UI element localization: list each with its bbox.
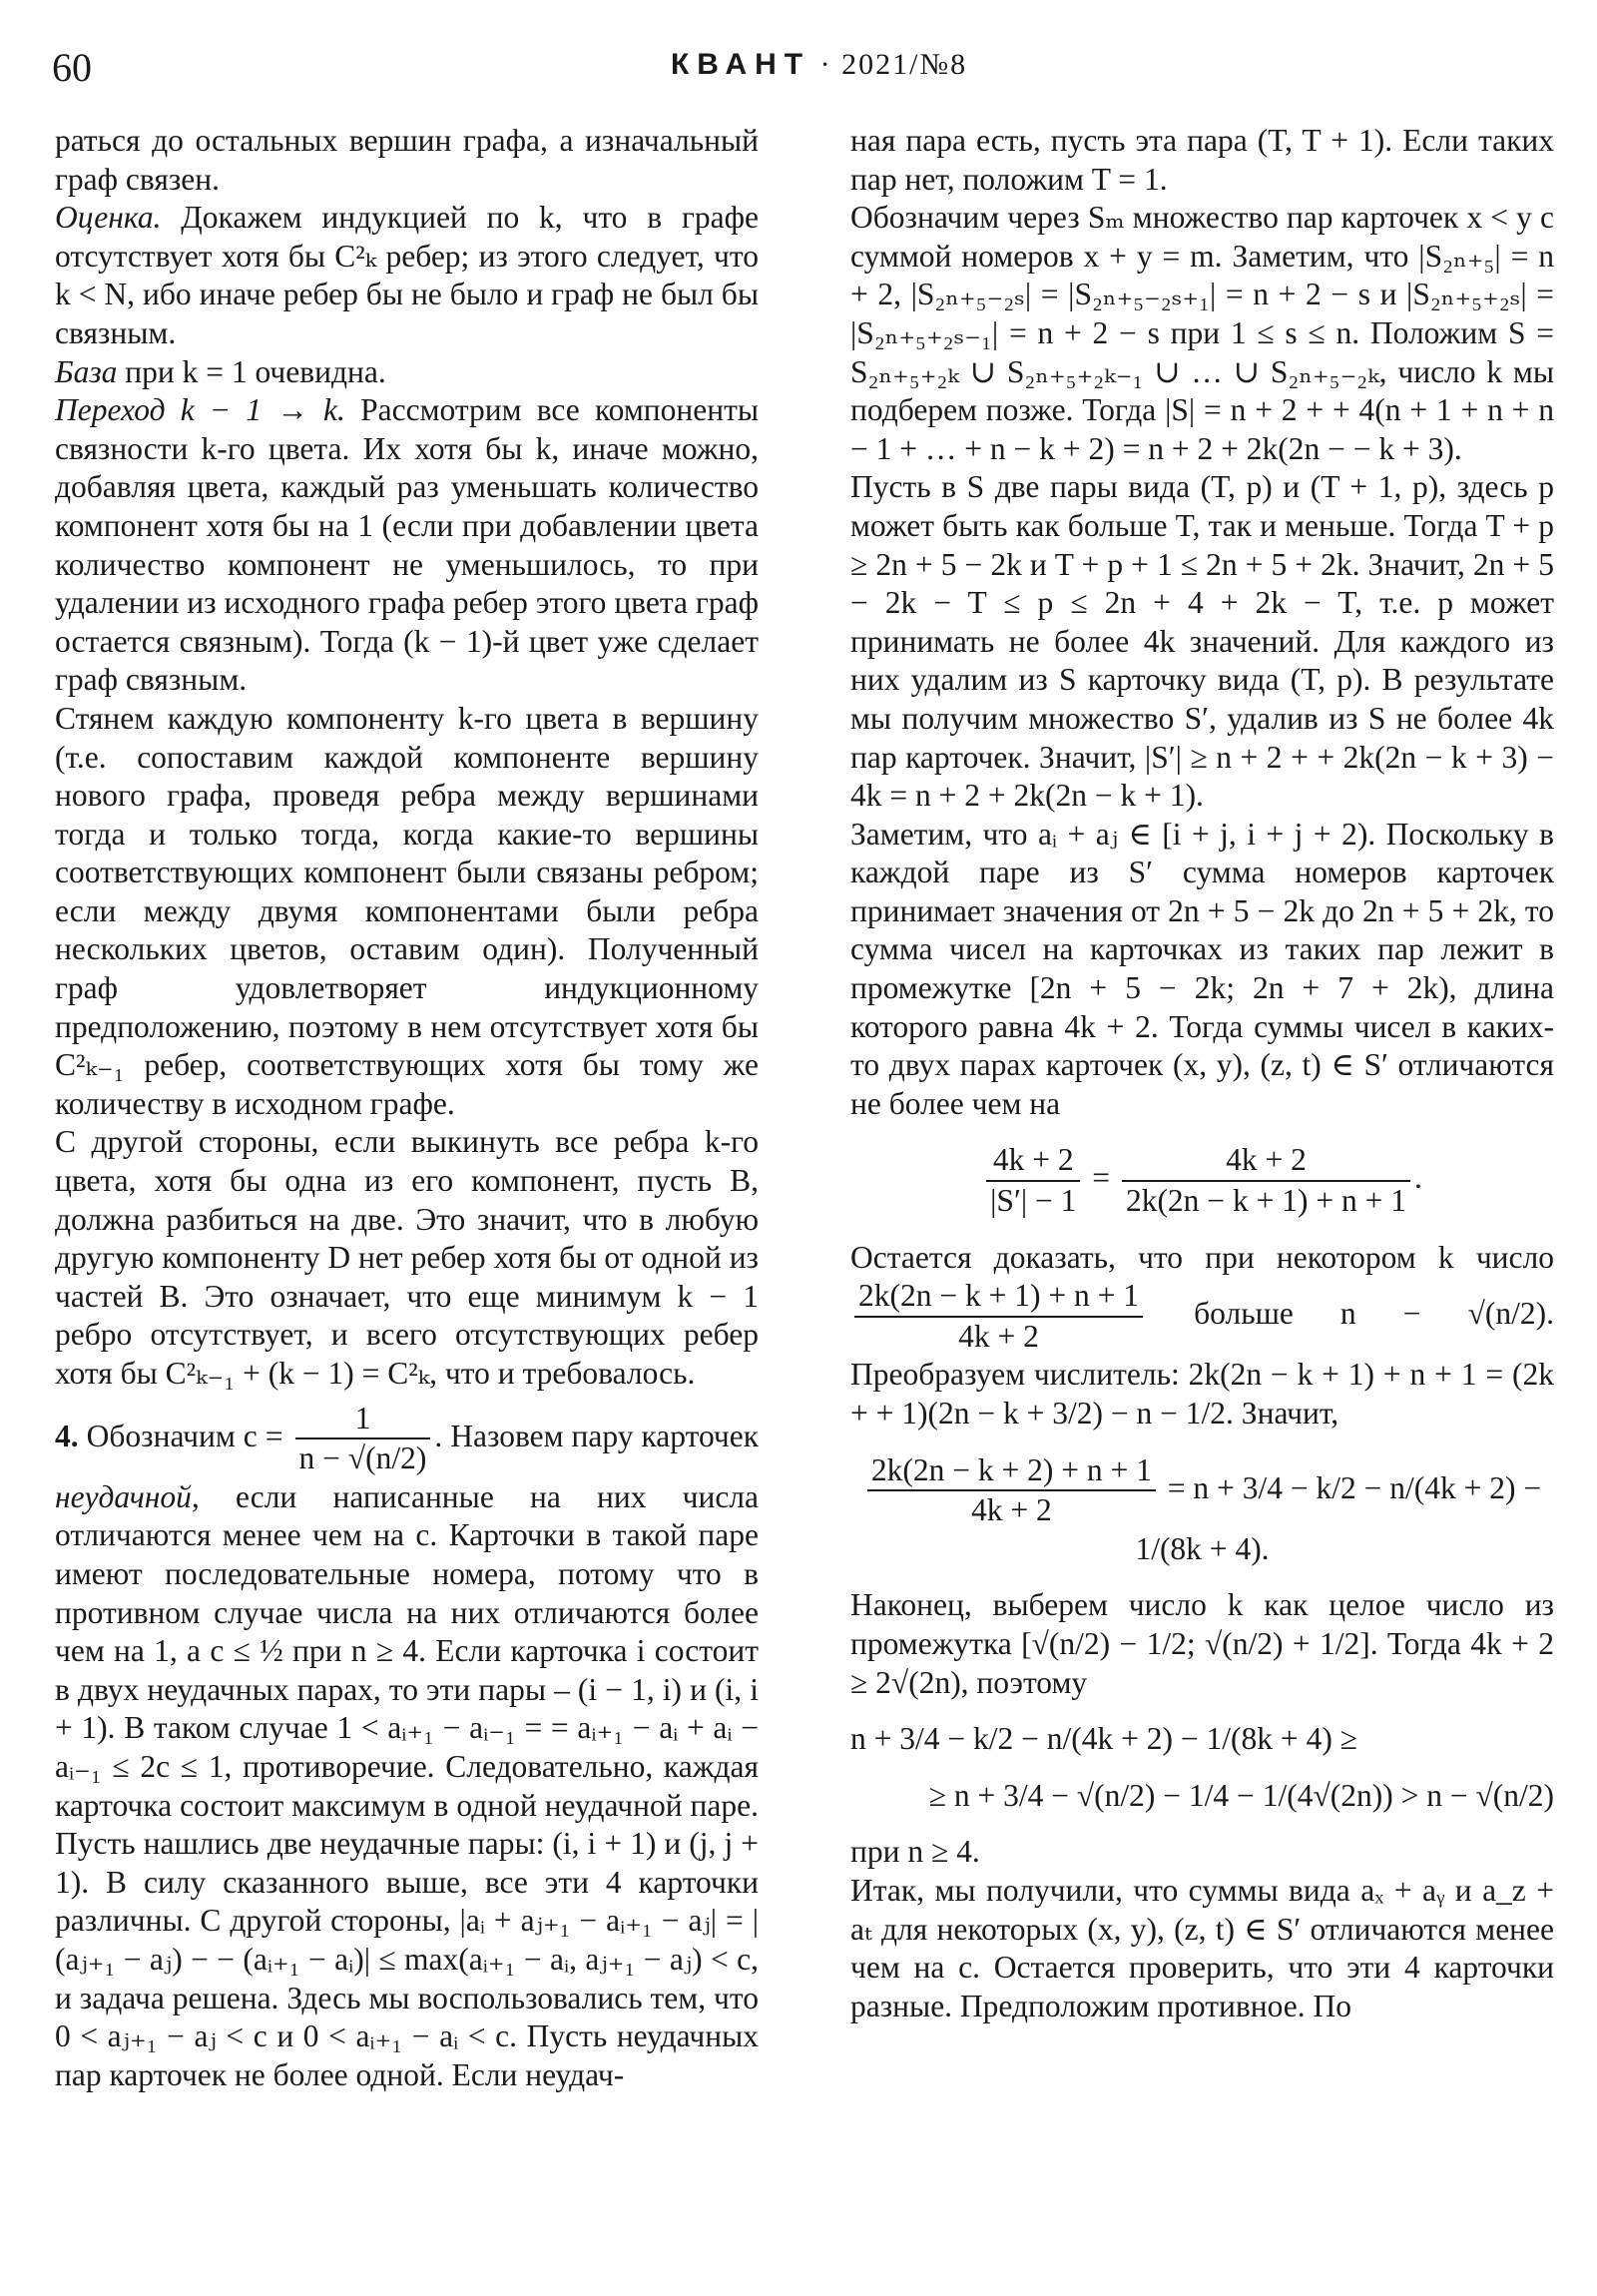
formula-inequality-line2: ≥ n + 3/4 − √(n/2) − 1/4 − 1/(4√(2n)) > n − √(n/2) xyxy=(928,1777,1554,1813)
fraction-denominator: |S′| − 1 xyxy=(990,1183,1077,1219)
formula-rhs: = n + 3/4 − k/2 − n/(4k + 2) − 1/(8k + 4). xyxy=(1135,1469,1542,1566)
paragraph-text: Остается доказать, что при некотором k число xyxy=(850,1239,1554,1275)
fraction-numerator: 4k + 2 xyxy=(986,1141,1080,1182)
fraction-numerator: 4k + 2 xyxy=(1122,1141,1410,1182)
journal-name: КВАНТ xyxy=(671,48,811,81)
problem-4-paragraph xyxy=(55,1400,759,2095)
formula-inequality-line1: n + 3/4 − k/2 − n/(4k + 2) − 1/(8k + 4) ≥ xyxy=(850,1721,1357,1757)
paragraph: Заметим, что aᵢ + aⱼ ∈ [i + j, i + j + 2). Поскольку в каждой паре из S′ сумма номеров карточек принимает значения от 2n + 5 − 2k до 2n + 5 + 2k, то сумма чисел на карточках из таких пар лежит в промежутке [2n + 5 − 2k; 2n + 7 + 2k), длина которого равна 4k + 2. Тогда суммы чисел в каких-то двух парах карточек (x, y), (z, t) ∈ S′ отличаются не более чем на xyxy=(850,816,1554,1121)
fraction-denominator: n − √(n/2) xyxy=(298,1440,427,1476)
paragraph-text: Обозначим c = xyxy=(86,1418,283,1453)
fraction-c xyxy=(295,1400,431,1478)
fraction-denominator: 2k(2n − k + 1) + n + 1 xyxy=(1125,1183,1406,1219)
fraction xyxy=(854,1277,1143,1356)
paragraph: Стянем каждую компоненту k-го цвета в вершину (т.е. сопоставим каждой компоненте вершину нового графа, проведя ребра между вершинами тогда и только тогда, когда какие-то вершины соответствующих компонент были связаны ребром; если между двумя компонентами были ребра нескольких цветов, оставим один). Полученный граф удовлетворяет индукционному предположению, поэтому в нем отсутствует хотя бы C²ₖ₋₁ ребер, соответствующих хотя бы тому же количеству в исходном графе. xyxy=(55,700,759,1121)
formula-difference-bound: $\frac{4k + 2}{|S'| - 1}$ = $\frac{4k + 2}{2k(2n - k + 1) + n + 1}$ . xyxy=(850,1141,1554,1220)
paragraph: Наконец, выберем число k как целое число из промежутка [√(n/2) − 1/2; √(n/2) + 1/2]. Тогда 4k + 2 ≥ 2√(2n), поэтому xyxy=(850,1587,1554,1700)
paragraph-text: больше n − √(n/2). Преобразуем числитель: 2k(2n − k + 1) + n + 1 = (2k + + 1)(2n − k + 3/2) − n − 1/2. Значит, xyxy=(850,1296,1555,1431)
paragraph: раться до остальных вершин графа, а изначальный граф связен. xyxy=(55,123,759,197)
issue-number: · 2021/№8 xyxy=(819,48,968,81)
paragraph-text: Докажем индукцией по k, что в графе отсутствует хотя бы C²ₖ ребер; из этого следует, что k < N, ибо иначе ребер бы не было и граф не был бы связным. xyxy=(55,200,760,350)
paragraph: Итак, мы получили, что суммы вида aₓ + aᵧ и a_z + aₜ для некоторых (x, y), (z, t) ∈ S′ отличаются менее чем на c. Остается проверить, что эти 4 карточки разные. Предположим противное. По xyxy=(850,1872,1554,2023)
paragraph: Обозначим через Sₘ множество пар карточек x < y с суммой номеров x + y = m. Заметим, что |S₂ₙ₊₅| = n + 2, |S₂ₙ₊₅₋₂ₛ| = |S₂ₙ₊₅₋₂ₛ₊₁| = n + 2 − s и |S₂ₙ₊₅₊₂ₛ| = |S₂ₙ₊₅₊₂ₛ₋₁| = n + 2 − s при 1 ≤ s ≤ n. Положим S = S₂ₙ₊₅₊₂ₖ ∪ S₂ₙ₊₅₊₂ₖ₋₁ ∪ … ∪ S₂ₙ₊₅₋₂ₖ, число k мы подберем позже. Тогда |S| = n + 2 + + 4(n + 1 + n + n − 1 + … + n − k + 2) = n + 2 + 2k(2n − − k + 3). xyxy=(850,200,1554,466)
left-column xyxy=(55,122,759,2094)
right-column xyxy=(850,122,1554,2025)
paragraph-text: Рассмотрим все компоненты связности k-го цвета. Их хотя бы k, иначе можно, добавляя цвета, каждый раз уменьшать количество компонент хотя бы на 1 (если при добавлении цвета количество компонент не уменьшилось, то при удалении из исходного графа ребер этого цвета граф остается связным). Тогда (k − 1)-й цвет уже сделает граф связным. xyxy=(55,392,760,698)
paragraph-label: Переход k − 1 → k. xyxy=(55,392,345,428)
paragraph xyxy=(55,391,759,700)
paragraph-label: Оценка. xyxy=(55,200,162,236)
fraction-denominator: 4k + 2 xyxy=(971,1492,1052,1528)
journal-title xyxy=(671,48,967,82)
fraction-denominator: 4k + 2 xyxy=(958,1318,1039,1354)
paragraph xyxy=(55,199,759,352)
fraction-numerator: 2k(2n − k + 1) + n + 1 xyxy=(854,1277,1143,1318)
fraction-numerator: 2k(2n − k + 2) + n + 1 xyxy=(867,1451,1156,1492)
paragraph-text: , если написанные на них числа отличаются менее чем на c. Карточки в такой паре имеют последовательные номера, потому что в противном случае числа на них отличаются более чем на 1, а c ≤ ½ при n ≥ 4. Если карточка i состоит в двух неудачных парах, то эти пары – (i − 1, i) и (i, i + 1). В таком случае 1 < aᵢ₊₁ − aᵢ₋₁ = = aᵢ₊₁ − aᵢ + aᵢ − aᵢ₋₁ ≤ 2c ≤ 1, противоречие. Следовательно, каждая карточка состоит максимум в одной неудачной паре. Пусть нашлись две неудачные пары: (i, i + 1) и (j, j + 1). В силу сказанного выше, все эти 4 карточки различны. С другой стороны, |aᵢ + aⱼ₊₁ − aᵢ₊₁ − aⱼ| = |(aⱼ₊₁ − aⱼ) − − (aᵢ₊₁ − aᵢ)| ≤ max(aᵢ₊₁ − aᵢ, aⱼ₊₁ − aⱼ) < c, и задача решена. Здесь мы воспользовались тем, что 0 < aⱼ₊₁ − aⱼ < c и 0 < aᵢ₊₁ − aᵢ < c. Пусть неудачных пар карточек не более одной. Если неудач- xyxy=(55,1478,759,2092)
fraction xyxy=(1122,1141,1410,1220)
page-header xyxy=(52,44,1554,104)
paragraph: Пусть в S две пары вида (T, p) и (T + 1, p), здесь p может быть как больше T, так и меньше. Тогда T + p ≥ 2n + 5 − 2k и T + p + 1 ≤ 2n + 5 + 2k. Значит, 2n + 5 − 2k − T ≤ p ≤ 2n + 4 + 2k − T, т.е. p может принимать не более 4k значений. Для каждого из них удалим из S карточку вида (T, p). В результате мы получим множество S′, удалив из S не более 4k пар карточек. Значит, |S′| ≥ n + 2 + + 2k(2n − k + 3) − 4k = n + 2 + 2k(2n − k + 1). xyxy=(850,469,1554,814)
paragraph: при n ≥ 4. xyxy=(850,1834,980,1870)
fraction xyxy=(986,1141,1080,1220)
formula-expansion xyxy=(850,1451,1554,1569)
problem-number: 4. xyxy=(55,1418,79,1453)
paragraph-text: . Назовем пару карточек xyxy=(434,1418,760,1453)
paragraph xyxy=(850,1239,1554,1434)
paragraph: С другой стороны, если выкинуть все ребра k-го цвета, хотя бы одна из его компонент, пусть B, должна разбиться на две. Это значит, что в любую другую компоненту D нет ребер хотя бы от одной из частей B. Это означает, что еще минимум k − 1 ребро отсутствует, и всего отсутствующих ребер хотя бы C²ₖ₋₁ + (k − 1) = C²ₖ, что и требовалось. xyxy=(55,1124,759,1391)
page-number: 60 xyxy=(52,45,92,90)
paragraph-text: при k = 1 очевидна. xyxy=(125,353,386,389)
fraction xyxy=(867,1451,1156,1530)
paragraph-label: База xyxy=(55,353,118,389)
fraction-numerator: 1 xyxy=(295,1400,431,1440)
emphasis-term: неудачной xyxy=(55,1478,192,1514)
paragraph: ная пара есть, пусть эта пара (T, T + 1). Если таких пар нет, положим T = 1. xyxy=(850,123,1554,197)
paragraph xyxy=(55,353,759,392)
